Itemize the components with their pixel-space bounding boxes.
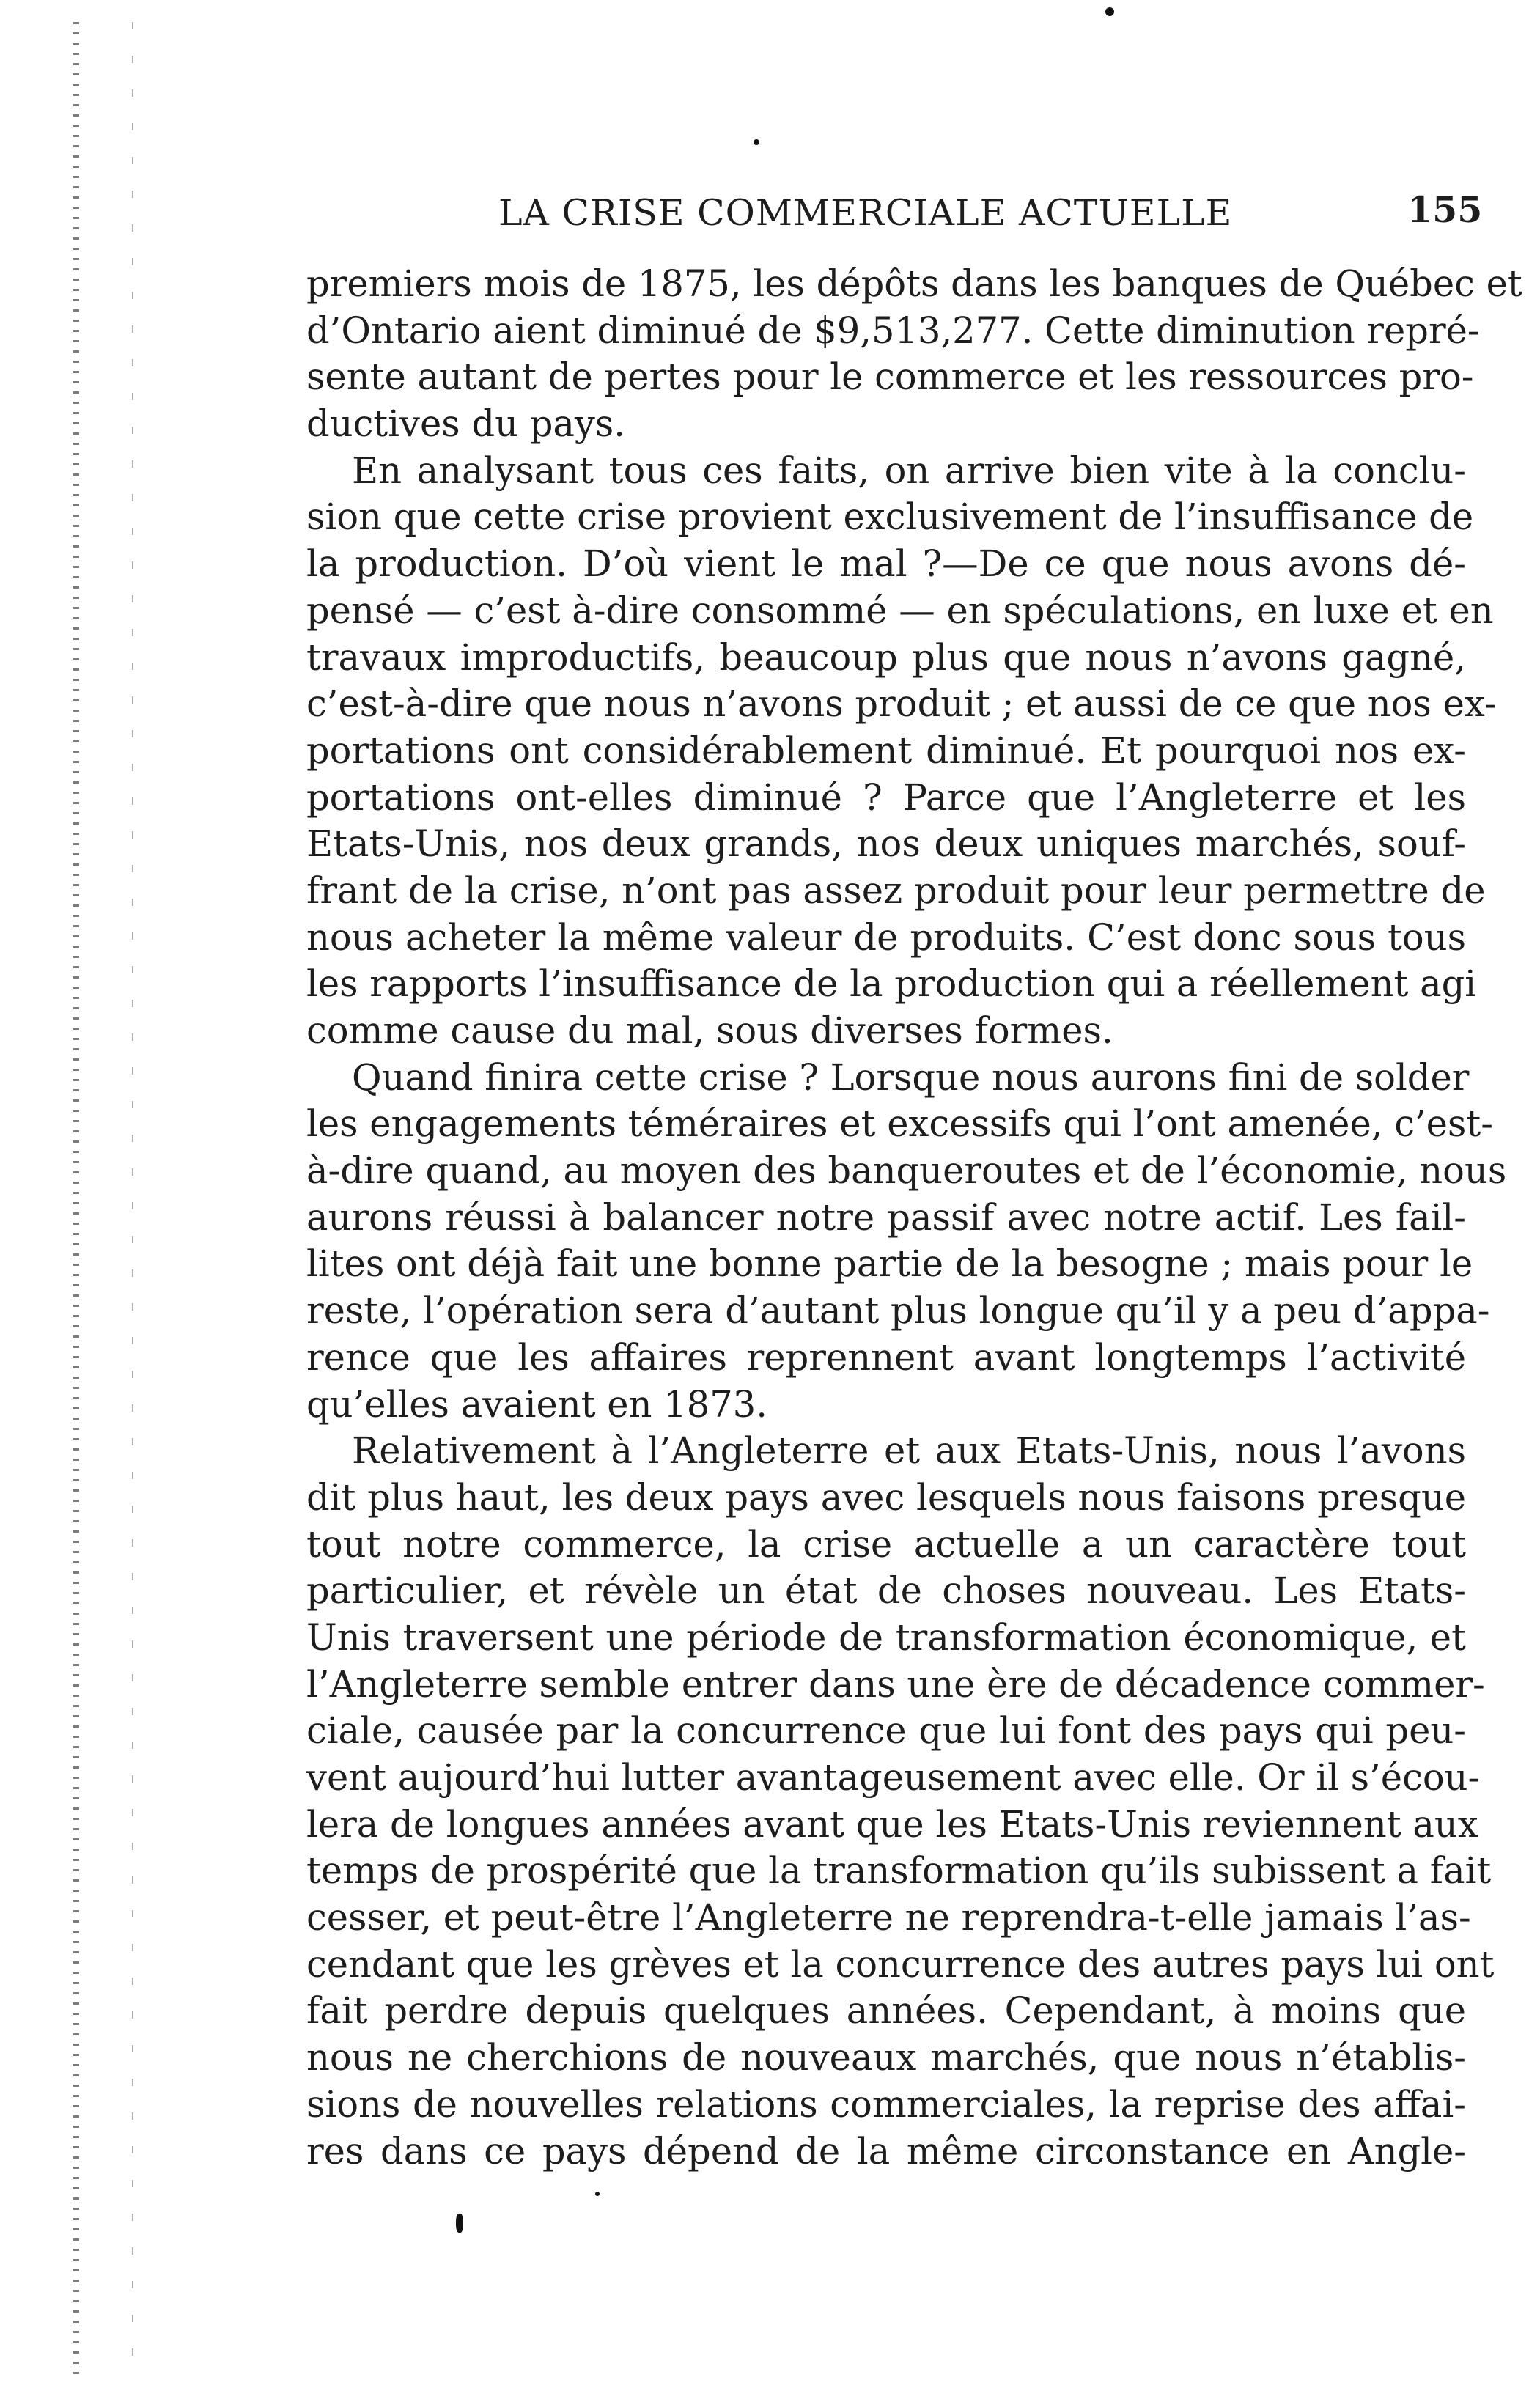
- binding-edge-shadow: [51, 22, 139, 2382]
- text-line: portations ont considérablement diminué. Et pourquoi nos ex-: [306, 729, 1466, 772]
- text-line: à-dire quand, au moyen des banqueroutes et de l’économie, nous: [306, 1149, 1507, 1193]
- text-line: aurons réussi à balancer notre passif avec notre actif. Les fail-: [306, 1195, 1466, 1239]
- text-line: pensé — c’est à-dire consommé — en spéculations, en luxe et en: [306, 589, 1494, 632]
- text-line: particulier, et révèle un état de choses nouveau. Les Etats-: [306, 1569, 1466, 1613]
- text-line: sions de nouvelles relations commerciales, la reprise des affai-: [306, 2082, 1466, 2126]
- text-line: cendant que les grèves et la concurrence des autres pays lui ont: [306, 1942, 1495, 1986]
- text-line: res dans ce pays dépend de la même circonstance en Angle-: [306, 2129, 1466, 2173]
- ink-speck: [754, 139, 759, 145]
- text-line: rence que les affaires reprennent avant longtemps l’activité: [306, 1335, 1466, 1379]
- paragraph-2: [306, 448, 1497, 1055]
- running-title: LA CRISE COMMERCIALE ACTUELLE: [498, 191, 1233, 234]
- text-line: ciale, causée par la concurrence que lui font des pays qui peu-: [306, 1709, 1466, 1753]
- paragraph-1: [306, 261, 1522, 448]
- text-line: c’est-à-dire que nous n’avons produit ; et aussi de ce que nos ex-: [306, 682, 1497, 726]
- ink-speck: [1105, 7, 1114, 16]
- text-line: sente autant de pertes pour le commerce et les ressources pro-: [306, 355, 1474, 399]
- paragraph-4: [306, 1428, 1495, 2175]
- text-line: d’Ontario aient diminué de $9,513,277. Cette diminution repré-: [306, 309, 1480, 352]
- page-header: [498, 187, 1481, 238]
- text-line: les rapports l’insuffisance de la production qui a réellement agi: [306, 962, 1477, 1006]
- text-line: l’Angleterre semble entrer dans une ère de décadence commer-: [306, 1662, 1485, 1706]
- ink-speck: [456, 2214, 463, 2233]
- ink-speck: [595, 2192, 600, 2196]
- page-number: 155: [1407, 188, 1483, 231]
- text-line: Etats-Unis, nos deux grands, nos deux uniques marchés, souf-: [306, 822, 1466, 866]
- text-line: tout notre commerce, la crise actuelle a un caractère tout: [306, 1522, 1466, 1566]
- text-line: nous ne cherchions de nouveaux marchés, que nous n’établis-: [306, 2036, 1466, 2079]
- text-line: temps de prospérité que la transformation qu’ils subissent a fait: [306, 1849, 1492, 1893]
- text-line: lites ont déjà fait une bonne partie de la besogne ; mais pour le: [306, 1242, 1473, 1286]
- text-line: dit plus haut, les deux pays avec lesquels nous faisons presque: [306, 1475, 1466, 1519]
- paragraph-3: [306, 1055, 1507, 1429]
- text-line: travaux improductifs, beaucoup plus que nous n’avons gagné,: [306, 635, 1466, 679]
- text-line: la production. D’où vient le mal ?—De ce que nous avons dé-: [306, 542, 1466, 586]
- text-line: vent aujourd’hui lutter avantageusement avec elle. Or il s’écou-: [306, 1756, 1481, 1799]
- text-line: les engagements téméraires et excessifs qui l’ont amenée, c’est-: [306, 1102, 1493, 1146]
- text-line: frant de la crise, n’ont pas assez produit pour leur permettre de: [306, 869, 1486, 912]
- body-text: [306, 261, 1522, 2175]
- text-line: portations ont-elles diminué ? Parce que l’Angleterre et les: [306, 775, 1466, 819]
- text-line: comme cause du mal, sous diverses formes.: [306, 1009, 1113, 1052]
- text-line: nous acheter la même valeur de produits. C’est donc sous tous: [306, 915, 1466, 959]
- text-line: En analysant tous ces faits, on arrive bien vite à la conclu-: [352, 449, 1466, 492]
- text-line: qu’elles avaient en 1873.: [306, 1382, 767, 1426]
- text-line: fait perdre depuis quelques années. Cependant, à moins que: [306, 1989, 1466, 2033]
- text-line: sion que cette crise provient exclusivement de l’insuffisance de: [306, 495, 1474, 539]
- text-line: lera de longues années avant que les Etats-Unis reviennent aux: [306, 1802, 1478, 1846]
- text-line: reste, l’opération sera d’autant plus longue qu’il y a peu d’appa-: [306, 1289, 1490, 1333]
- text-line: Quand finira cette crise ? Lorsque nous aurons fini de solder: [352, 1055, 1470, 1099]
- text-line: Unis traversent une période de transformation économique, et: [306, 1615, 1466, 1659]
- text-line: Relativement à l’Angleterre et aux Etats-Unis, nous l’avons: [352, 1429, 1466, 1473]
- text-line: ductives du pays.: [306, 402, 626, 446]
- text-line: premiers mois de 1875, les dépôts dans les banques de Québec et: [306, 262, 1522, 305]
- text-line: cesser, et peut-être l’Angleterre ne reprendra-t-elle jamais l’as-: [306, 1896, 1471, 1939]
